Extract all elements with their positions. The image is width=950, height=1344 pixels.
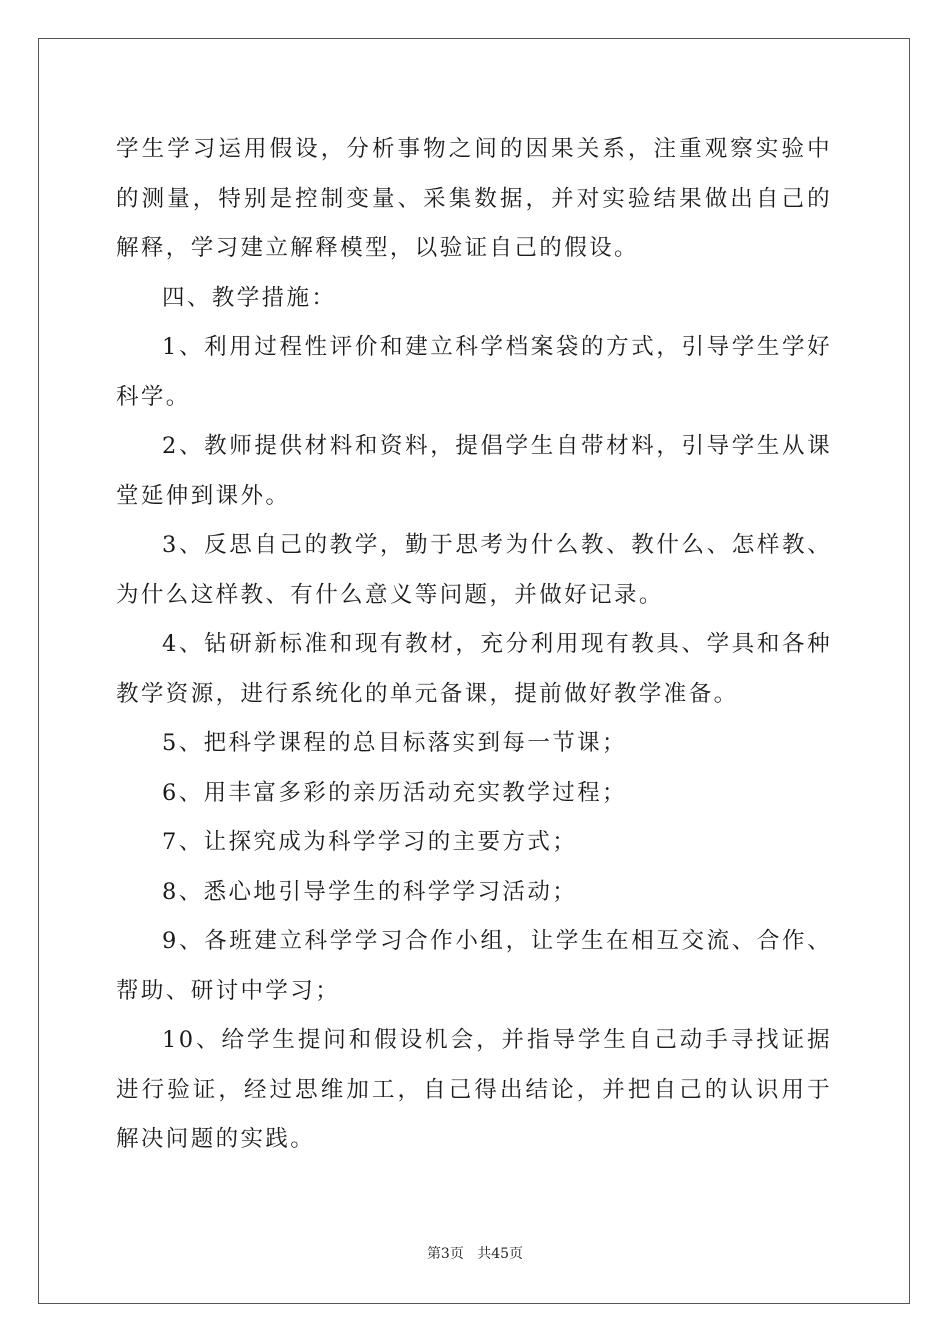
list-item-10: 10、给学生提问和假设机会，并指导学生自己动手寻找证据进行验证，经过思维加工，自己得出结论，并把自己的认识用于解决问题的实践。 <box>116 1027 832 1152</box>
list-item-4: 4、钻研新标准和现有教材，充分利用现有教具、学具和各种教学资源，进行系统化的单元备课，提前做好教学准备。 <box>116 631 832 707</box>
list-item-6: 6、用丰富多彩的亲历活动充实教学过程； <box>162 779 627 806</box>
page-total: 共45页 <box>477 1246 524 1262</box>
list-item-8: 8、悉心地引导学生的科学学习活动； <box>162 878 578 905</box>
list-item-1: 1、利用过程性评价和建立科学档案袋的方式，引导学生学好科学。 <box>116 334 832 410</box>
list-item-2: 2、教师提供材料和资料，提倡学生自带材料，引导学生从课堂延伸到课外。 <box>116 433 832 509</box>
list-item-7: 7、让探究成为科学学习的主要方式； <box>162 829 578 855</box>
document-body <box>116 125 832 1165</box>
list-item-3: 3、反思自己的教学，勤于思考为什么教、教什么、怎样教、为什么这样教、有什么意义等问题，并做好记录。 <box>116 532 832 608</box>
list-item-5: 5、把科学课程的总目标落实到每一节课； <box>162 730 627 756</box>
paragraph-intro: 学生学习运用假设，分析事物之间的因果关系，注重观察实验中的测量，特别是控制变量、采集数据，并对实验结果做出自己的解释，学习建立解释模型，以验证自己的假设。 <box>116 136 832 261</box>
list-item-9: 9、各班建立科学学习合作小组，让学生在相互交流、合作、帮助、研讨中学习； <box>116 928 832 1004</box>
section-heading-teaching-measures: 四、教学措施： <box>162 284 337 311</box>
page-number: 第3页 <box>426 1246 464 1262</box>
page-footer <box>0 1244 950 1264</box>
